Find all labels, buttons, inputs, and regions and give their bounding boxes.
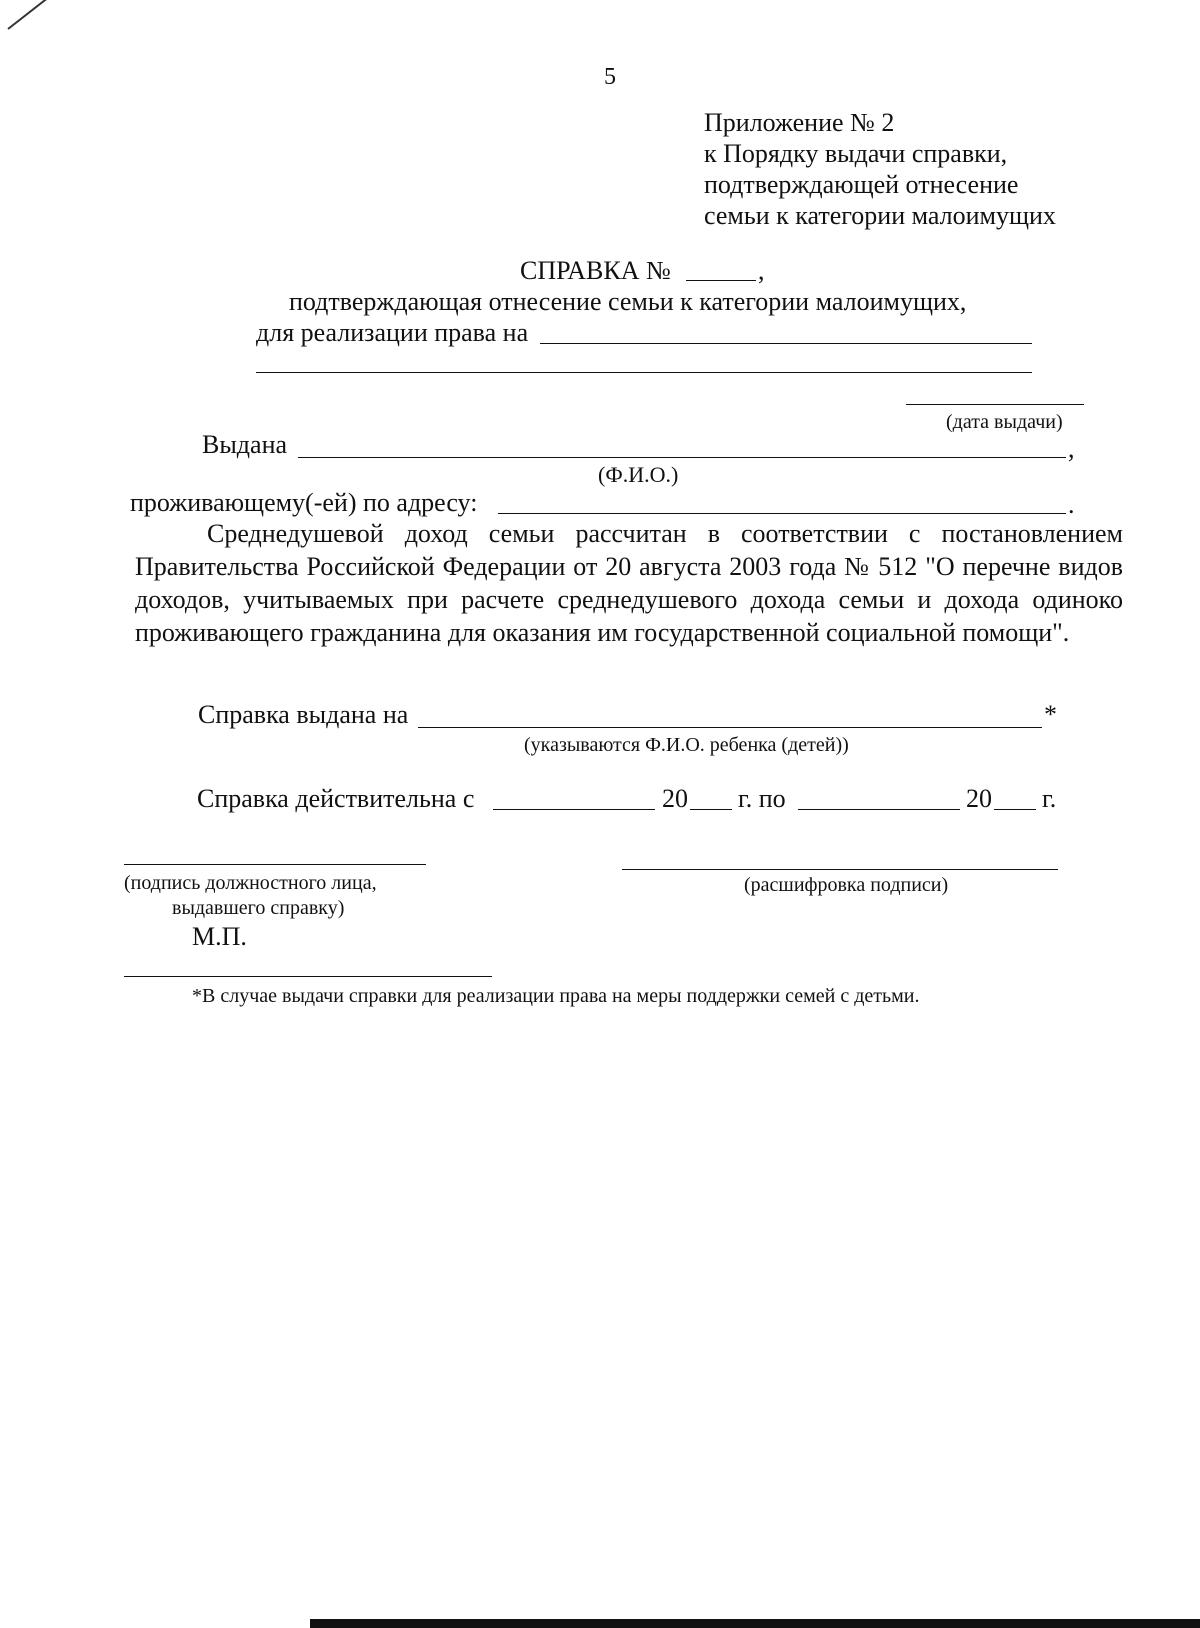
document-title: СПРАВКА № [520, 256, 671, 285]
issue-date-field[interactable] [906, 404, 1084, 405]
income-paragraph-text: Среднедушевой доход семьи рассчитан в соответствии с постановлением Правительства Российской Федерации от 20 августа 2003 года № 512 "О перечне видов доходов, учитываемых при расчете среднедушевого дохода семьи и дохода одиноко проживающего гражданина для оказания им государственной социальной помощи". [135, 519, 1123, 647]
appendix-line: семьи к категории малоимущих [704, 201, 1056, 230]
appendix-line: Приложение № 2 [704, 108, 895, 137]
validity-label: Справка действительна с [197, 784, 475, 813]
signature-decoding-caption: (расшифровка подписи) [744, 874, 949, 896]
official-signature-caption: (подпись должностного лица, [124, 872, 377, 894]
valid-to-year-prefix: 20 [966, 784, 992, 813]
children-names-field[interactable] [418, 727, 1042, 728]
official-signature-caption: выдавшего справку) [172, 897, 345, 919]
purpose-field[interactable] [540, 343, 1032, 344]
footnote-separator [124, 976, 492, 977]
issued-to-label: Выдана [202, 430, 288, 459]
certificate-number-field[interactable] [686, 280, 756, 281]
valid-to-date-field[interactable] [798, 809, 960, 810]
full-name-field[interactable] [298, 457, 1066, 458]
valid-to-year-field[interactable] [994, 809, 1036, 810]
income-paragraph [135, 517, 1123, 649]
signature-decoding-field[interactable] [622, 869, 1058, 870]
full-name-caption: (Ф.И.О.) [598, 462, 679, 487]
appendix-line: подтверждающей отнесение [704, 170, 1019, 199]
valid-from-year-prefix: 20 [662, 784, 688, 813]
scan-edge [310, 1619, 1200, 1628]
stamp-place: М.П. [192, 922, 247, 951]
issue-date-caption: (дата выдачи) [946, 411, 1063, 433]
address-label: проживающему(-ей) по адресу: [130, 488, 478, 517]
footnote-asterisk: * [1044, 700, 1057, 729]
valid-to-label: г. по [738, 784, 786, 813]
footnote-text: *В случае выдачи справки для реализации права на меры поддержки семей с детьми. [192, 985, 920, 1007]
address-period: . [1068, 490, 1075, 519]
official-signature-field[interactable] [124, 864, 426, 865]
appendix-line: к Порядку выдачи справки, [704, 139, 1008, 168]
children-label: Справка выдана на [198, 700, 409, 729]
scan-artifact [7, 0, 48, 30]
title-comma: , [758, 256, 765, 285]
valid-from-date-field[interactable] [493, 809, 655, 810]
valid-from-year-field[interactable] [690, 809, 732, 810]
page-number: 5 [604, 64, 616, 90]
document-subtitle: подтверждающая отнесение семьи к категории малоимущих, [289, 287, 967, 316]
full-name-comma: , [1068, 434, 1075, 463]
year-suffix: г. [1042, 784, 1057, 813]
address-field[interactable] [498, 513, 1066, 514]
purpose-field-continuation[interactable] [256, 372, 1032, 373]
purpose-label: для реализации права на [256, 318, 529, 347]
children-caption: (указываются Ф.И.О. ребенка (детей)) [524, 734, 849, 756]
